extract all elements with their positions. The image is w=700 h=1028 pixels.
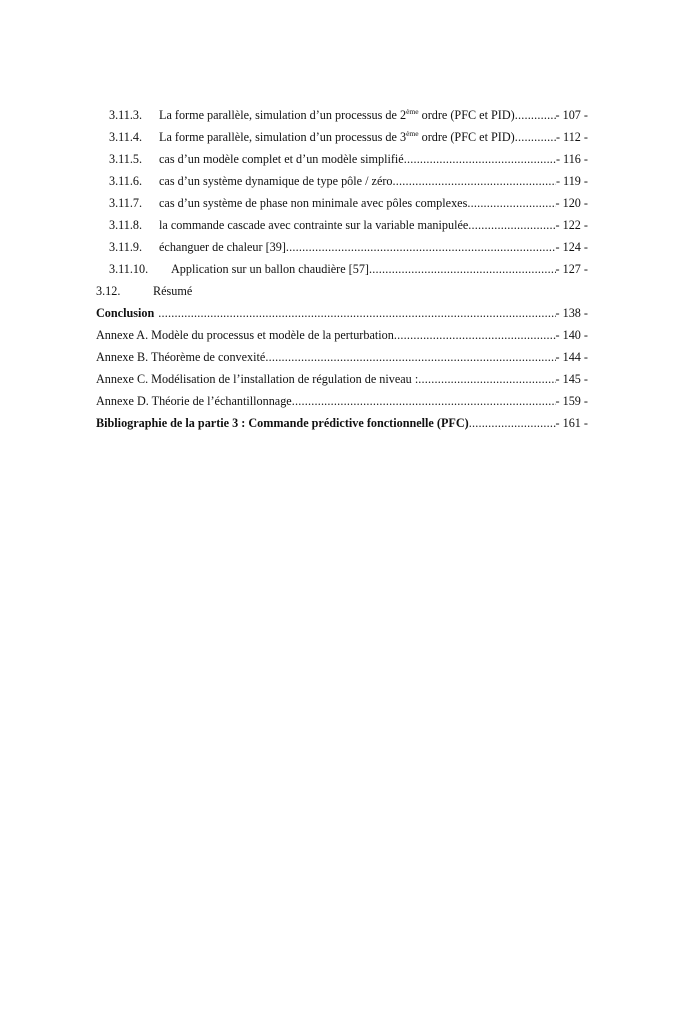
dot-leader xyxy=(265,346,555,368)
toc-entry-page: - 122 - xyxy=(555,218,588,232)
toc-entry-number: 3.12. xyxy=(96,284,121,298)
toc-entry-title: La forme parallèle, simulation d’un processus de 2ème ordre (PFC et PID) xyxy=(159,107,515,122)
toc-entry-number: 3.11.3. xyxy=(109,108,143,122)
toc-entry-page: - 127 - xyxy=(555,262,588,276)
toc-entry-number: 3.11.4. xyxy=(109,130,143,144)
toc-entry-page: - 161 - xyxy=(555,416,588,430)
toc-entry-3-11-8 xyxy=(96,214,588,236)
toc-entry-3-11-9 xyxy=(96,236,588,258)
toc-entry-3-11-10 xyxy=(96,258,588,280)
dot-leader xyxy=(515,126,556,148)
dot-leader xyxy=(393,170,556,192)
toc-entry-title: La forme parallèle, simulation d’un processus de 3ème ordre (PFC et PID) xyxy=(159,129,515,144)
dot-leader xyxy=(369,258,556,280)
toc-entry-annexe-c xyxy=(96,368,588,390)
toc-entry-page: - 145 - xyxy=(555,372,588,386)
toc-entry-title: Annexe A. Modèle du processus et modèle de la perturbation xyxy=(96,328,394,342)
toc-entry-title: Annexe C. Modélisation de l’installation de régulation de niveau : xyxy=(96,372,419,386)
toc-entry-title: cas d’un système de phase non minimale avec pôles complexes xyxy=(159,196,468,210)
toc-entry-title: Bibliographie de la partie 3 : Commande prédictive fonctionnelle (PFC) xyxy=(96,416,469,430)
dot-leader xyxy=(515,104,556,126)
toc-entry-title: Conclusion xyxy=(96,306,155,320)
dot-leader xyxy=(286,236,556,258)
dot-leader xyxy=(394,324,556,346)
dot-leader xyxy=(158,302,555,324)
toc-entry-page: - 138 - xyxy=(555,306,588,320)
dot-leader xyxy=(418,368,555,390)
toc-entry-title: Résumé xyxy=(153,284,193,298)
toc-entry-title: échanguer de chaleur [39] xyxy=(159,240,286,254)
toc-entry-annexe-d xyxy=(96,390,588,412)
toc-entry-3-11-5 xyxy=(96,148,588,170)
toc-entry-title: cas d’un modèle complet et d’un modèle simplifié xyxy=(159,152,404,166)
toc-entry-annexe-a xyxy=(96,324,588,346)
dot-leader xyxy=(292,390,556,412)
toc-entry-page: - 159 - xyxy=(555,394,588,408)
toc-entry-3-11-7 xyxy=(96,192,588,214)
toc-entry-annexe-b xyxy=(96,346,588,368)
toc-entry-title: Annexe D. Théorie de l’échantillonnage xyxy=(96,394,292,408)
toc-entry-3-11-6 xyxy=(96,170,588,192)
dot-leader xyxy=(404,148,556,170)
toc-entry-conclusion xyxy=(96,302,588,324)
toc-entry-title: la commande cascade avec contrainte sur la variable manipulée xyxy=(159,218,469,232)
toc-entry-number: 3.11.8. xyxy=(109,218,143,232)
toc-entry-title: cas d’un système dynamique de type pôle / zéro xyxy=(159,174,393,188)
toc-entry-3-11-3 xyxy=(96,104,588,126)
toc-entry-title: Application sur un ballon chaudière [57] xyxy=(171,262,369,276)
dot-leader xyxy=(469,412,556,434)
toc-entry-page: - 144 - xyxy=(555,350,588,364)
toc-entry-page: - 140 - xyxy=(555,328,588,342)
toc-entry-title: Annexe B. Théorème de convexité xyxy=(96,350,266,364)
dot-leader xyxy=(467,192,555,214)
toc-entry-number: 3.11.5. xyxy=(109,152,143,166)
toc-entry-number: 3.11.9. xyxy=(109,240,143,254)
toc-entry-page: - 116 - xyxy=(555,152,588,166)
toc-entry-page: - 112 - xyxy=(555,130,588,144)
toc-entry-number: 3.11.7. xyxy=(109,196,143,210)
table-of-contents xyxy=(96,104,588,434)
toc-entry-page: - 120 - xyxy=(555,196,588,210)
toc-entry-number: 3.11.10. xyxy=(109,262,149,276)
toc-entry-bibliographie xyxy=(96,412,588,434)
toc-entry-page: - 119 - xyxy=(555,174,588,188)
toc-entry-3-11-4 xyxy=(96,126,588,148)
dot-leader xyxy=(468,214,555,236)
toc-entry-number: 3.11.6. xyxy=(109,174,143,188)
toc-entry-page: - 107 - xyxy=(555,108,588,122)
toc-entry-3-12 xyxy=(96,280,588,302)
toc-entry-page: - 124 - xyxy=(555,240,588,254)
